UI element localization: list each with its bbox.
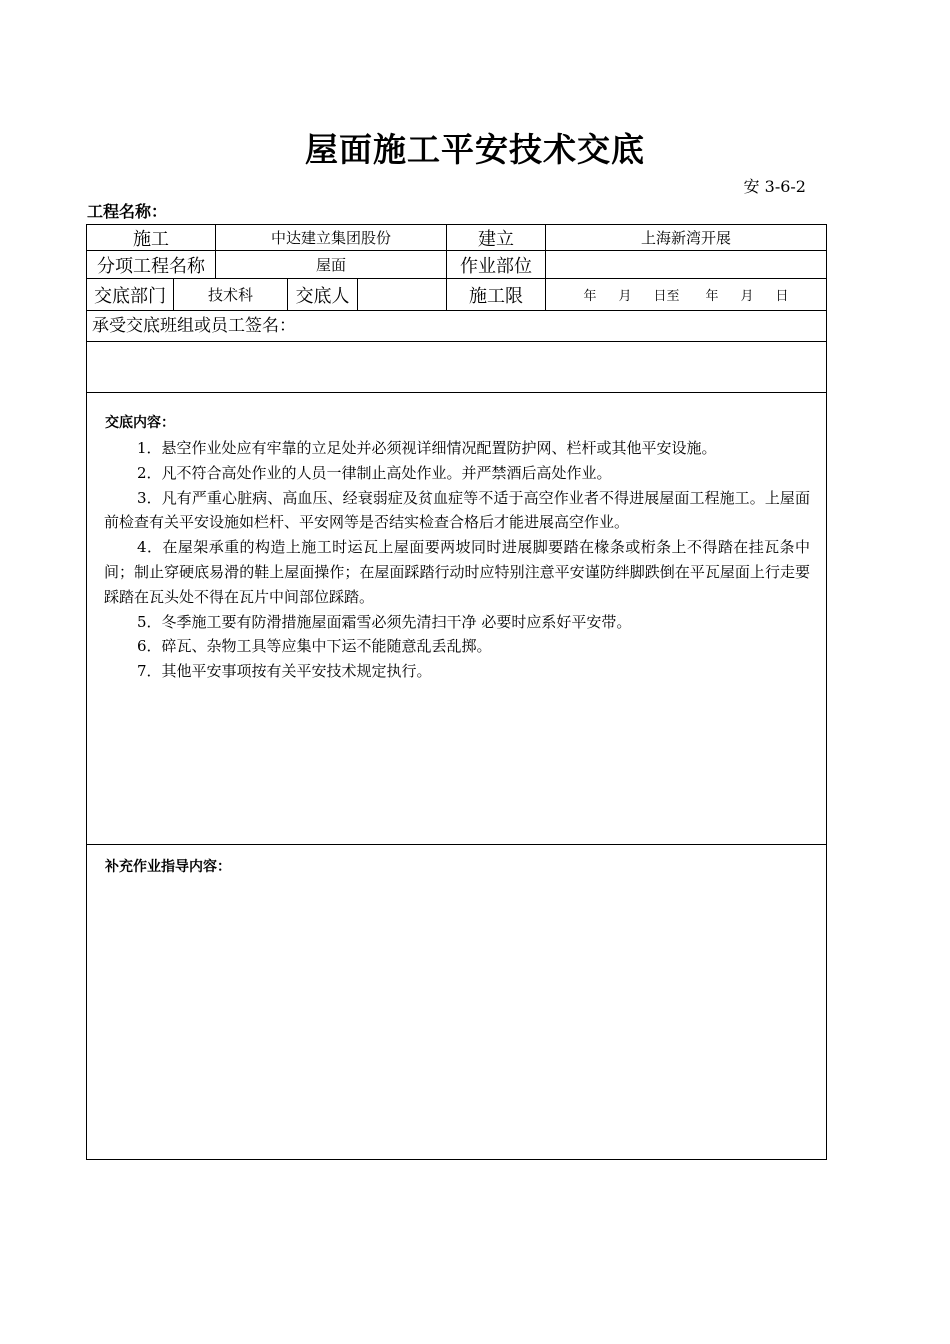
work-area-value <box>546 251 826 278</box>
content-item: 2．凡不符合高处作业的人员一律制止高处作业。并严禁酒后高处作业。 <box>137 463 612 482</box>
work-area-label: 作业部位 <box>460 255 532 277</box>
content-title: 交底内容： <box>105 415 175 431</box>
period-year-end: 年 <box>705 289 719 304</box>
subproject-label: 分项工程名称 <box>97 255 205 277</box>
row-divider <box>86 392 827 393</box>
document-code: 安 3-6-2 <box>743 177 806 196</box>
builder-label: 建立 <box>478 228 514 250</box>
supplement-title: 补充作业指导内容： <box>105 859 231 875</box>
row-divider <box>86 310 827 311</box>
presenter-label: 交底人 <box>295 285 350 307</box>
content-item: 1．悬空作业处应有牢靠的立足处并必须视详细情况配置防护网、栏杆或其他平安设施。 <box>137 439 717 457</box>
period-month-start: 月 <box>618 289 632 304</box>
content-item: 5．冬季施工要有防滑措施屋面霜雪必须先清扫干净 必要时应系好平安带。 <box>137 612 632 631</box>
content-body <box>104 436 810 684</box>
period-value <box>546 279 826 310</box>
builder-value: 上海新湾开展 <box>640 229 731 247</box>
construction-value: 中达建立集团股份 <box>270 229 391 247</box>
row-divider <box>86 844 827 845</box>
construction-label: 施工 <box>133 228 169 250</box>
page-title: 屋面施工平安技术交底 <box>305 130 645 169</box>
content-item: 7．其他平安事项按有关平安技术规定执行。 <box>137 662 432 681</box>
period-year-start: 年 <box>583 289 597 304</box>
department-label: 交底部门 <box>94 285 166 307</box>
subproject-value: 屋面 <box>315 256 346 274</box>
period-label: 施工限 <box>469 285 523 307</box>
project-name-label: 工程名称： <box>87 202 168 221</box>
period-day-start: 日至 <box>653 289 680 304</box>
department-value: 技术科 <box>207 286 253 304</box>
signature-label: 承受交底班组或员工签名： <box>92 316 296 336</box>
row-divider <box>86 341 827 342</box>
form-frame <box>86 224 827 1160</box>
period-month-end: 月 <box>740 289 754 304</box>
content-item: 6．碎瓦、杂物工具等应集中下运不能随意乱丢乱掷。 <box>137 637 492 656</box>
presenter-value <box>358 279 446 310</box>
content-item: 3．凡有严重心脏病、高血压、经衰弱症及贫血症等不适于高空作业者不得进展屋面工程施工。上屋面前检查有关平安设施如栏杆、平安网等是否结实检查合格后才能进展高空作业。 <box>104 488 810 532</box>
period-day-end: 日 <box>775 289 789 304</box>
content-item: 4．在屋架承重的构造上施工时运瓦上屋面要两坡同时进展脚要踏在椽条或桁条上不得踏在挂瓦条中间；制止穿硬底易滑的鞋上屋面操作；在屋面踩踏行动时应特别注意平安谨防绊脚跌倒在平瓦屋面上行走要踩踏在瓦头处不得在瓦片中间部位踩踏。 <box>104 538 810 606</box>
